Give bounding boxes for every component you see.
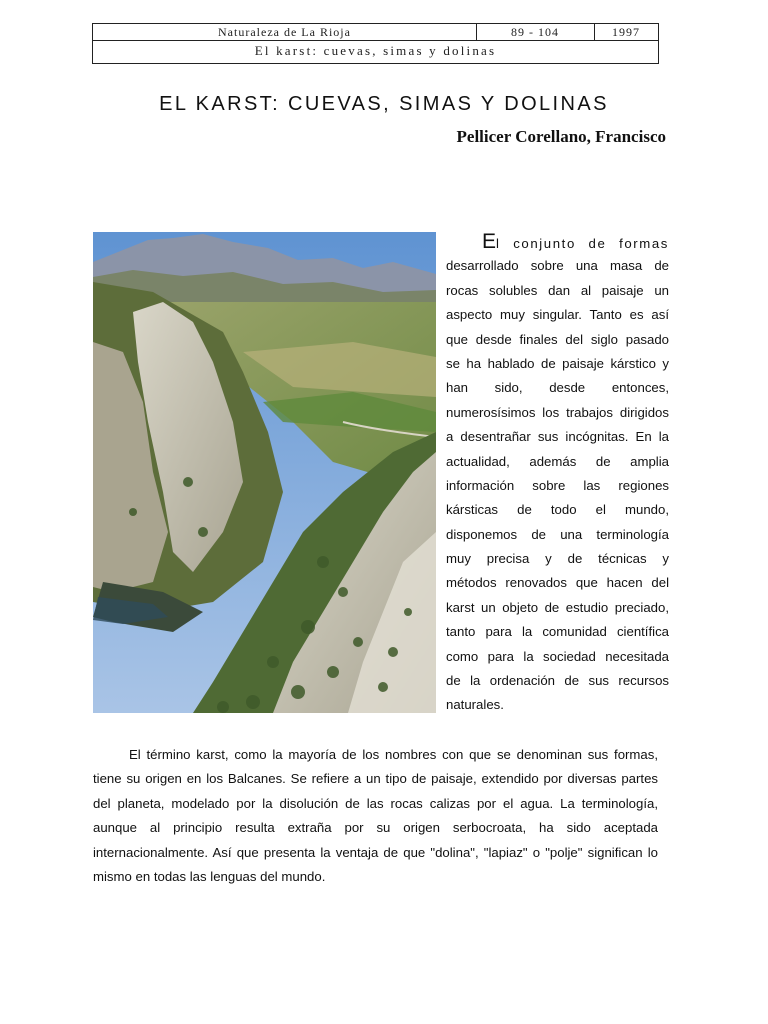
intro-line: numerosísimos los trabajos dirigidos [446, 404, 669, 420]
intro-line: han sido, desde entonces, [446, 380, 669, 396]
paragraph-line: internacionalmente. Así que presenta la ventaja de que "dolina", "lapiaz" o "polje" significan lo [93, 844, 658, 860]
article-author: Pellicer Corellano, Francisco [456, 127, 666, 146]
body-paragraph [93, 743, 658, 889]
paragraph-line: El término karst, como la mayoría de los nombres con que se denominan sus formas, [129, 747, 658, 762]
publication-year: 1997 [612, 25, 640, 39]
intro-line: como para la sociedad necesitada [446, 648, 669, 664]
intro-line: métodos renovados que hacen del [446, 575, 669, 591]
intro-line: a desentrañar sus incógnitas. En la [446, 429, 669, 445]
page-range: 89 - 104 [476, 24, 595, 40]
header-top-row [93, 24, 658, 41]
drop-cap: E [482, 230, 497, 253]
paragraph-line: aunque al principio resulta extraña por su origen serbocroata, ha sido aceptada [93, 820, 658, 836]
intro-column [446, 230, 669, 718]
intro-line: naturales. [446, 697, 504, 713]
intro-line: aspecto muy singular. Tanto es así [446, 307, 669, 323]
intro-line: se ha hablado de paisaje kárstico y [446, 355, 669, 371]
intro-line: rocas solubles dan al paisaje un [446, 282, 669, 298]
paragraph-line: del planeta, modelado por la disolución de las rocas calizas por el agua. La terminología, [93, 795, 658, 811]
intro-line: desarrollado sobre una masa de [446, 258, 669, 274]
article-title: EL KARST: CUEVAS, SIMAS Y DOLINAS [159, 93, 609, 115]
intro-line: kársticas de todo el mundo, [446, 502, 669, 518]
intro-line: de la ordenación de sus recursos [446, 673, 669, 689]
paragraph-line: tiene su origen en los Balcanes. Se refiere a un tipo de paisaje, extendido por diversas partes [93, 771, 658, 787]
intro-line: actualidad, además de amplia [446, 453, 669, 469]
intro-line: información sobre las regiones [446, 477, 669, 493]
intro-line: muy precisa y de técnicas y [446, 551, 669, 567]
intro-line: karst un objeto de estudio preciado, [446, 599, 669, 615]
karst-landscape-photo [93, 232, 436, 713]
publication-header [92, 23, 659, 64]
intro-line: tanto para la comunidad científica [446, 624, 669, 640]
journal-name: Naturaleza de La Rioja [93, 24, 477, 40]
intro-line: l conjunto de formas [496, 236, 669, 251]
paragraph-line: mismo en todas las lenguas del mundo. [93, 868, 326, 884]
intro-line: disponemos de una terminología [446, 526, 669, 542]
intro-line-first [446, 230, 669, 254]
header-article-subtitle: El karst: cuevas, simas y dolinas [254, 43, 497, 58]
intro-line: que desde finales del siglo pasado [446, 331, 669, 347]
